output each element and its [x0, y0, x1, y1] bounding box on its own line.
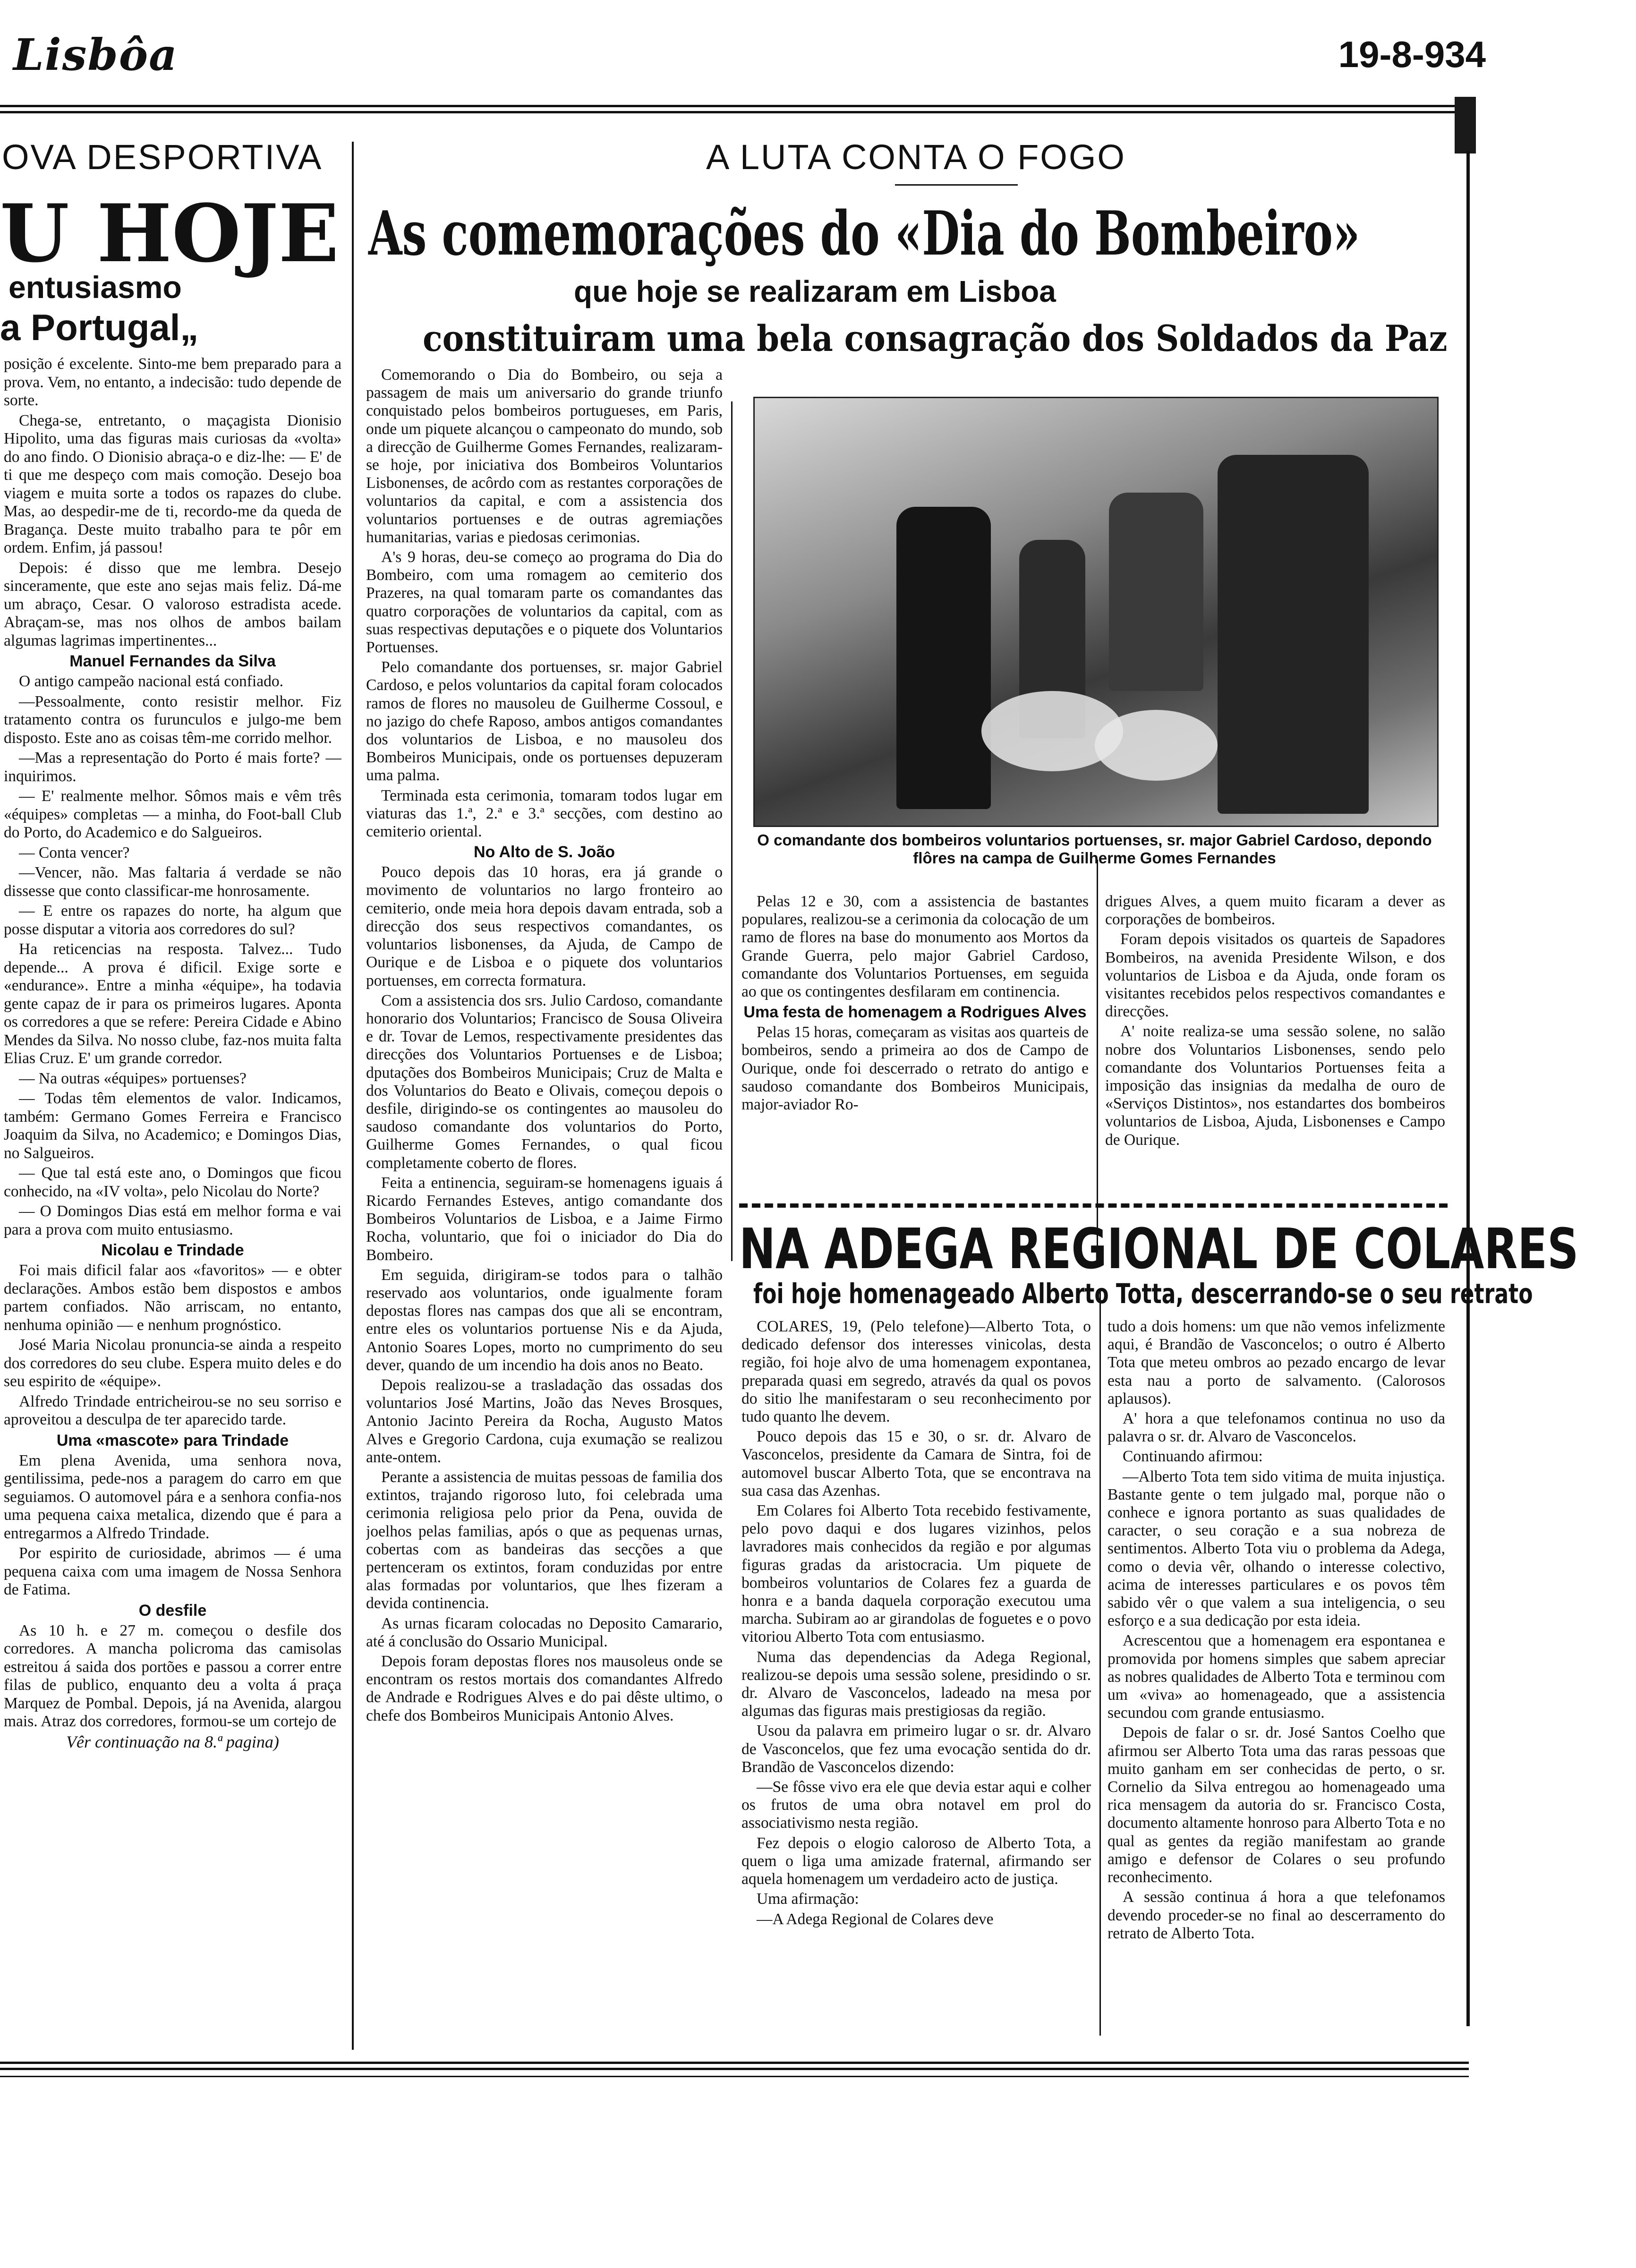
- paragraph: — Na outras «équipes» portuenses?: [19, 1069, 247, 1087]
- second-subheadline: foi hoje homenageado Alberto Totta, descerrando-se o seu retrato: [753, 1278, 1533, 1310]
- paragraph: —Pessoalmente, conto resistir melhor. Fiz tratamento contra os furunculos e julgo-me bem disposto. Este ano as coisas têm-me corrido melhor.: [4, 692, 341, 747]
- paragraph: Pouco depois das 15 e 30, o sr. dr. Alvaro de Vasconcelos, presidente da Camara de Sintra, foi de automovel buscar Alberto Tota, que se encontrava na sua casa das Azenhas.: [741, 1428, 1091, 1500]
- left-article-body: [4, 355, 341, 2060]
- paragraph: COLARES, 19, (Pelo telefone)—Alberto Tota, o dedicado defensor dos interesses vinicolas, desta região, foi hoje alvo de uma homenagem expontanea, preparada quasi em segredo, através da qual os povos do sitio lhe manifestaram o seu reconhecimento por tudo quanto lhe devem.: [741, 1318, 1091, 1426]
- left-subhead-2: a Portugal„: [0, 307, 199, 348]
- paragraph: José Maria Nicolau pronuncia-se ainda a respeito dos corredores do seu clube. Espera muito deles e do seu espirito de «équipe».: [4, 1336, 341, 1390]
- paragraph: Comemorando o Dia do Bombeiro, ou seja a passagem de mais um aniversario do grande triunfo conquistado pelos bombeiros portugueses, em Paris, onde um piquete alcançou o campeonato do mundo, sob a direcção de Guilherme Gomes Fernandes, realizaram-se hoje, por iniciativa dos Bombeiros Voluntarios Lisbonenses, de acôrdo com as restantes corporações de voluntarios da capital, e com a assistencia dos voluntarios portuenses e de outras agremiações humanitarias, varias e piedosas cerimonias.: [366, 366, 723, 546]
- paragraph: Chega-se, entretanto, o maçagista Dionisio Hipolito, uma das figuras mais curiosas da «volta» do ano findo. O Dionisio abraça-o e diz-lhe: — E' de ti que me despeço com mais comoção. Desejo boa viagem e muita sorte a todos os rapazes do clube. Mas, ao despedir-me de ti, recordo-me da queda de Bragança. Deste muito trabalho para te pôr em ordem. Enfim, já passou!: [4, 411, 341, 556]
- left-section-label: ΟVA DESPORTIVA: [2, 137, 323, 177]
- masthead-date: 19-8-934: [1338, 34, 1486, 75]
- column-rule: [1099, 1289, 1101, 2036]
- paragraph: — Conta vencer?: [19, 844, 130, 861]
- paragraph: Pelas 12 e 30, com a assistencia de bastantes populares, realizou-se a cerimonia da colocação de um ramo de flores na base do monumento aos Mortos da Grande Guerra, pelo major Gabriel Cardoso, comandante dos Voluntarios Portuenses, em seguida ao que os contingentes desfilaram em continencia.: [741, 893, 1089, 1001]
- paragraph: Pouco depois das 10 horas, era já grande o movimento de voluntarios no largo fronteiro ao cemiterio, onde meia hora depois davam entrada, sob a direcção dos seus respectivos comandantes, os voluntarios lisbonenses, da Ajuda, de Campo de Ourique e de Lisboa e o piquete dos voluntarios portuenses, em correcta formatura.: [366, 863, 723, 989]
- paragraph: Continuando afirmou:: [1123, 1448, 1263, 1466]
- paragraph: — Todas têm elementos de valor. Indicamos, também: Germano Gomes Ferreira e Francisco Joaquim da Silva, no Academico; e Domingos Dias, no Salgueiros.: [4, 1090, 341, 1162]
- paragraph: Foram depois visitados os quarteis de Sapadores Bombeiros, na avenida Presidente Wilson, e dos voluntarios de Lisboa e da Ajuda, onde foram os visitantes recebidos pelos respectivos comandantes e direcções.: [1105, 930, 1445, 1021]
- paragraph: tudo a dois homens: um que não vemos infelizmente aqui, é Brandão de Vasconcelos; o outro é Alberto Tota que meteu ombros ao pezado encargo de levar esta nau a porto de salvamento. (Calorosos aplausos).: [1108, 1318, 1445, 1407]
- paragraph: A' hora a que telefonamos continua no uso da palavra o sr. dr. Alvaro de Vasconcelos.: [1108, 1410, 1445, 1446]
- left-headline: U HOJE: [0, 187, 339, 280]
- second-article-column-2: [1108, 1318, 1445, 2055]
- paragraph: A's 9 horas, deu-se começo ao programa do Dia do Bombeiro, com uma romagem ao cemiterio dos Prazeres, na qual tomaram parte os comandantes das quatro corporações de voluntarios da capital, com as suas respectivas deputações e o piquete dos Voluntarios Portuenses.: [366, 548, 723, 657]
- photo-figure: [1109, 493, 1203, 691]
- second-headline: NA ADEGA REGIONAL DE COLARES: [739, 1216, 1579, 1281]
- photo-figure: [1218, 455, 1369, 814]
- section-underline: [895, 184, 1018, 186]
- main-deck: constituiram uma bela consagração dos Soldados da Paz: [423, 317, 1448, 359]
- paragraph: —A Adega Regional de Colares deve: [757, 1910, 994, 1928]
- section-subhead: Nicolau e Trindade: [101, 1241, 244, 1259]
- left-subhead-1: entusiasmo: [9, 270, 182, 305]
- column-rule: [1097, 860, 1098, 1261]
- main-article-column-1: [366, 366, 723, 2047]
- paragraph: Depois foram depostas flores nos mausoleus onde se encontram os restos mortais dos comandantes Alfredo de Andrade e Rodrigues Alves e do pai dêste ultimo, o chefe dos Bombeiros Municipais Antonio Alves.: [366, 1653, 723, 1724]
- column-rule: [731, 401, 733, 1261]
- photo-caption: O comandante dos bombeiros voluntarios portuenses, sr. major Gabriel Cardoso, depondo flôres na campa de Guilherme Gomes Fernandes: [757, 831, 1432, 867]
- main-headline: As comemorações do «Dia do Bombeiro»: [368, 198, 1360, 269]
- second-article-column-1: [741, 1318, 1091, 2055]
- continuation-note: Vêr continuação na 8.ª pagina): [66, 1732, 279, 1751]
- paragraph: A' noite realiza-se uma sessão solene, no salão nobre dos Voluntarios Lisbonenses, sendo pelo comandante dos Voluntarios Portuenses feita a imposição das insignias da medalha de ouro de «Serviços Distintos», nos estandartes dos bombeiros voluntarios de Lisboa, Ajuda, Lisbonenses e Campo de Ourique.: [1105, 1023, 1445, 1149]
- scan-edge-mark: [1455, 97, 1476, 153]
- paragraph: drigues Alves, a quem muito ficaram a dever as corporações de bombeiros.: [1105, 893, 1445, 929]
- paragraph: Depois realizou-se a trasladação das ossadas dos voluntarios José Martins, João das Neves Brosques, Antonio Jacinto Pereira da Rocha, Augusto Matos Alves e Gregorio Cardona, cuja exumação se realizou ante-ontem.: [366, 1376, 723, 1466]
- paragraph: Pelo comandante dos portuenses, sr. major Gabriel Cardoso, e pelos voluntarios da capital foram colocados ramos de flores no mausoleu de Guilherme Cossoul, e no jazigo do chefe Raposo, ambos antigos comandantes dos voluntarios de Lisboa, e no mausoleu dos Bombeiros Municipais, onde os portuenses depuzeram uma palma.: [366, 658, 723, 784]
- paragraph: Perante a assistencia de muitas pessoas de familia dos extintos, trajando rigoroso luto, foi celebrada uma cerimonia religiosa pelo prior da Pena, ouvida de joelhos pelas familias, após o que as pequenas urnas, cobertas com as bandeiras das secções a que pertenceram os extintos, foram conduzidas por entre alas formadas por voluntarios, que lhes fizeram a devida continencia.: [366, 1468, 723, 1612]
- paragraph: Depois de falar o sr. dr. José Santos Coelho que afirmou ser Alberto Tota uma das raras pessoas que muito ganham em ser conhecidas de perto, o sr. Cornelio da Silva entregou ao homenageado uma rica mensagem da autoria do sr. Francisco Costa, documento altamente honroso para Alberto Tota e no qual as gentes da região manifestam ao grande amigo e defensor de Colares o seu profundo reconhecimento.: [1108, 1724, 1445, 1886]
- paragraph: Depois: é disso que me lembra. Desejo sinceramente, que este ano sejas mais feliz. Dá-me um abraço, Cesar. O valoroso estradista acede. Abraçam-se, mas nos olhos de ambos bailam algumas lagrimas impertinentes...: [4, 559, 341, 649]
- paragraph: Usou da palavra em primeiro lugar o sr. dr. Alvaro de Vasconcelos, que fez uma evocação sentida do dr. Brandão de Vasconcelos dizendo:: [741, 1722, 1091, 1776]
- paragraph: — Que tal está este ano, o Domingos que ficou conhecido, na «IV volta», pelo Nicolau do Norte?: [4, 1164, 341, 1200]
- paragraph: Acrescentou que a homenagem era espontanea e promovida por homens simples que sabem apreciar as nobres qualidades de Alberto Tota e terminou com um «viva» ao homenageado, que a assistencia secundou com grande entusiasmo.: [1108, 1632, 1445, 1722]
- paragraph: — O Domingos Dias está em melhor forma e vai para a prova com muito entusiasmo.: [4, 1202, 341, 1238]
- section-subhead: O desfile: [138, 1601, 207, 1620]
- paragraph: —Vencer, não. Mas faltaria á verdade se não dissesse que conto classificar-me honrosamente.: [4, 864, 341, 900]
- section-subhead: Uma «mascote» para Trindade: [56, 1431, 289, 1449]
- paragraph: Por espirito de curiosidade, abrimos — é uma pequena caixa com uma imagem de Nossa Senhora de Fatima.: [4, 1544, 341, 1598]
- paragraph: Feita a entinencia, seguiram-se homenagens iguais á Ricardo Fernandes Esteves, antigo comandante dos Bombeiros Voluntarios de Lisboa, e a Jaime Firmo Rocha, voluntario, que foi o iniciador do Dia do Bombeiro.: [366, 1174, 723, 1264]
- main-article-column-2: [741, 893, 1089, 1270]
- footer-rule: [0, 2062, 1469, 2070]
- article-separator: [739, 1203, 1448, 1208]
- paragraph: Foi mais dificil falar aos «favoritos» — e obter declarações. Ambos estão bem dispostos e ambos partem confiados. Não arriscam, no entanto, nenhuma opinião — e nenhum prognóstico.: [4, 1262, 341, 1334]
- paragraph: posição é excelente. Sinto-me bem preparado para a prova. Vem, no entanto, a indecisão: tudo depende de sorte.: [4, 355, 341, 409]
- news-photograph: [753, 397, 1439, 827]
- column-rule: [352, 142, 354, 2050]
- section-subhead: No Alto de S. João: [473, 843, 615, 861]
- paragraph: Alfredo Trindade entricheirou-se no seu sorriso e aproveitou a desculpa de ter aparecido tarde.: [4, 1392, 341, 1428]
- paragraph: Em Colares foi Alberto Tota recebido festivamente, pelo povo daqui e dos lugares vizinhos, pelos lavradores mais conhecidos da região e por algumas figuras gradas da aristocracia. Um piquete de bombeiros voluntarios de Colares fez a guarda de honra e a banda daquela corporação executou uma marcha. Subiram ao ar girandolas de foguetes e o povo vitoriou Alberto Tota com entusiasmo.: [741, 1502, 1091, 1646]
- main-subheadline: que hoje se realizaram em Lisboa: [574, 274, 1056, 308]
- section-subhead: Uma festa de homenagem a Rodrigues Alves: [743, 1003, 1087, 1022]
- paragraph: — E' realmente melhor. Sômos mais e vêm três «équipes» completas — a minha, do Foot-ball Club do Porto, do Academico e do Salgueiros.: [4, 787, 341, 841]
- paragraph: Fez depois o elogio caloroso de Alberto Tota, a quem o liga uma amizade fraternal, afirmando ser aquela homenagem um verdadeiro acto de justiça.: [741, 1834, 1091, 1888]
- main-section-label: A LUTA CONTA O FOGO: [706, 137, 1126, 177]
- paragraph: O antigo campeão nacional está confiado.: [19, 673, 283, 690]
- paragraph: —Se fôsse vivo era ele que devia estar aqui e colher os frutos de uma obra notavel em prol do associativismo nesta região.: [741, 1778, 1091, 1832]
- section-subhead: Manuel Fernandes da Silva: [69, 652, 276, 670]
- scan-edge-line: [1466, 151, 1470, 2026]
- photo-figure: [896, 507, 991, 809]
- paragraph: A sessão continua á hora a que telefonamos devendo proceder-se no final ao descerramento do retrato de Alberto Tota.: [1108, 1888, 1445, 1942]
- masthead-rule: [0, 105, 1459, 113]
- paragraph: —Mas a representação do Porto é mais forte? — inquirimos.: [4, 749, 341, 785]
- paragraph: — E entre os rapazes do norte, ha algum que posse disputar a vitoria aos corredores do sul?: [4, 902, 341, 938]
- main-article-column-3: [1105, 893, 1445, 1270]
- paragraph: As urnas ficaram colocadas no Deposito Camarario, até á conclusão do Ossario Municipal.: [366, 1614, 723, 1650]
- paragraph: Pelas 15 horas, começaram as visitas aos quarteis de bombeiros, sendo a primeira ao dos de Campo de Ourique, onde foi descerrado o retrato do antigo e saudoso comandante dos Bombeiros Municipais, major-aviador Ro-: [741, 1023, 1089, 1114]
- paragraph: Ha reticencias na resposta. Talvez... Tudo depende... A prova é dificil. Exige sorte e «endurance». Entre a minha «équipe», ha todavia gente capaz de ir para os primeiros lugares. Aponta os corredores a que se refere: Pereira Cidade e Abino Mendes da Silva. No nosso clube, faz-nos muita falta Elias Cruz. E' um grande corredor.: [4, 940, 341, 1067]
- paragraph: Com a assistencia dos srs. Julio Cardoso, comandante honorario dos Voluntarios; Francisco de Sousa Oliveira e dr. Tovar de Lemos, respectivamente presidentes das direcções dos Voluntarios Portuenses e de Lisboa; dputações dos Bombeiros Municipais; Cruz de Malta e dos Voluntarios do Beato e Olivais, começou depois o desfile, dirigindo-se os contingentes ao mausoleu do saudoso comandante dos voluntarios do Porto, Guilherme Gomes Fernandes, o qual ficou completamente coberto de flores.: [366, 991, 723, 1172]
- paragraph: Em plena Avenida, uma senhora nova, gentilissima, pede-nos a paragem do carro em que seguiamos. O automovel pára e a senhora confia-nos uma pequena caixa metalica, dizendo que é para a entregarmos a Alfredo Trindade.: [4, 1451, 341, 1542]
- paragraph: Em seguida, dirigiram-se todos para o talhão reservado aos voluntarios, onde igualmente foram depostas flores nas campas dos que ali se encontram, entre eles os voluntarios portuense Nis e da Ajuda, Antonio Soares Lopes, morto no cumprimento do seu dever, quando de um incendio ha dois anos no Beato.: [366, 1266, 723, 1374]
- paragraph: Terminada esta cerimonia, tomaram todos lugar em viaturas das 1.ª, 2.ª e 3.ª secções, com destino ao cemiterio oriental.: [366, 786, 723, 841]
- paragraph: Uma afirmação:: [757, 1890, 859, 1908]
- masthead-title: Lisbôa: [13, 29, 178, 80]
- paragraph: —Alberto Tota tem sido vitima de muita injustiça. Bastante gente o tem julgado mal, porque não o conhece e ignora portanto as suas qualidades de caracter, o seu coração e a sua nobreza de sentimentos. Alberto Tota viu o problema da Adega, como o devia vêr, olhando o interesse colectivo, acima de interesses particulares e os povos têm sabido vêr o que valem a sua inteligencia, o seu esforço e a sua dedicação por esta ideia.: [1108, 1467, 1445, 1630]
- paragraph: Numa das dependencias da Adega Regional, realizou-se depois uma sessão solene, presidindo o sr. dr. Alvaro de Vasconcelos, ladeado na mesa por algumas das figuras mais prestigiosas da região.: [741, 1648, 1091, 1720]
- photo-flowers: [1095, 710, 1218, 781]
- paragraph: As 10 h. e 27 m. começou o desfile dos corredores. A mancha policroma das camisolas estreitou á saida dos portões e passou a correr entre filas de publico, enquanto deu a volta á praça Marquez de Pombal. Depois, já na Avenida, alargou mais. Atraz dos corredores, formou-se um cortejo de: [4, 1621, 341, 1730]
- footer-rule-thin: [0, 2076, 1469, 2077]
